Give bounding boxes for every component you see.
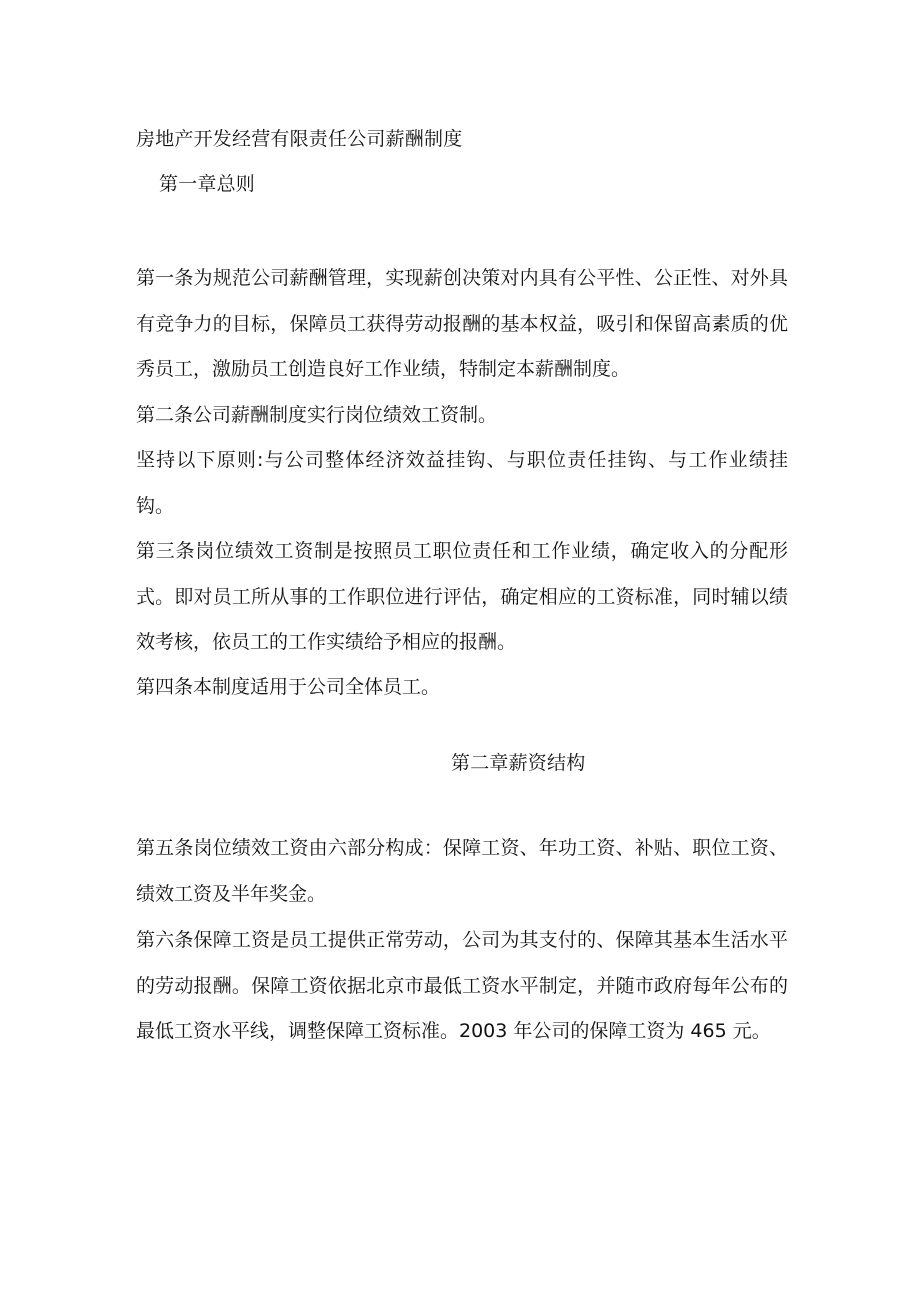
article-6: 第六条保障工资是员工提供正常劳动，公司为其支付的、保障其基本生活水平的劳动报酬。保障工资依据北京市最低工资水平制定，并随市政府每年公布的最低工资水平线，调整保障工资标准。2003 年公司的保障工资为 465 元。 — [136, 929, 788, 1042]
article-1: 第一条为规范公司薪酬管理，实现薪创决策对内具有公平性、公正性、对外具有竞争力的目标，保障员工获得劳动报酬的基本权益，吸引和保留高素质的优秀员工，激励员工创造良好工作业绩，特制定本薪酬制度。 — [136, 267, 788, 380]
chapter-1-heading: 第一章总则 — [159, 173, 256, 195]
article-4: 第四条本制度适用于公司全体员工。 — [136, 676, 441, 698]
article-5: 第五条岗位绩效工资由六部分构成：保障工资、年功工资、补贴、职位工资、绩效工资及半年奖金。 — [136, 837, 788, 905]
article-3: 第三条岗位绩效工资制是按照员工职位责任和工作业绩，确定收入的分配形式。即对员工所从事的工作职位进行评估，确定相应的工资标准，同时辅以绩效考核，依员工的工作实绩给予相应的报酬。 — [136, 540, 788, 653]
article-2: 第二条公司薪酬制度实行岗位绩效工资制。 — [136, 404, 498, 426]
document-title: 房地产开发经营有限责任公司薪酬制度 — [136, 128, 463, 150]
chapter-2-heading: 第二章薪资结构 — [451, 752, 586, 774]
principles-paragraph: 坚持以下原则:与公司整体经济效益挂钩、与职位责任挂钩、与工作业绩挂钩。 — [136, 449, 788, 517]
